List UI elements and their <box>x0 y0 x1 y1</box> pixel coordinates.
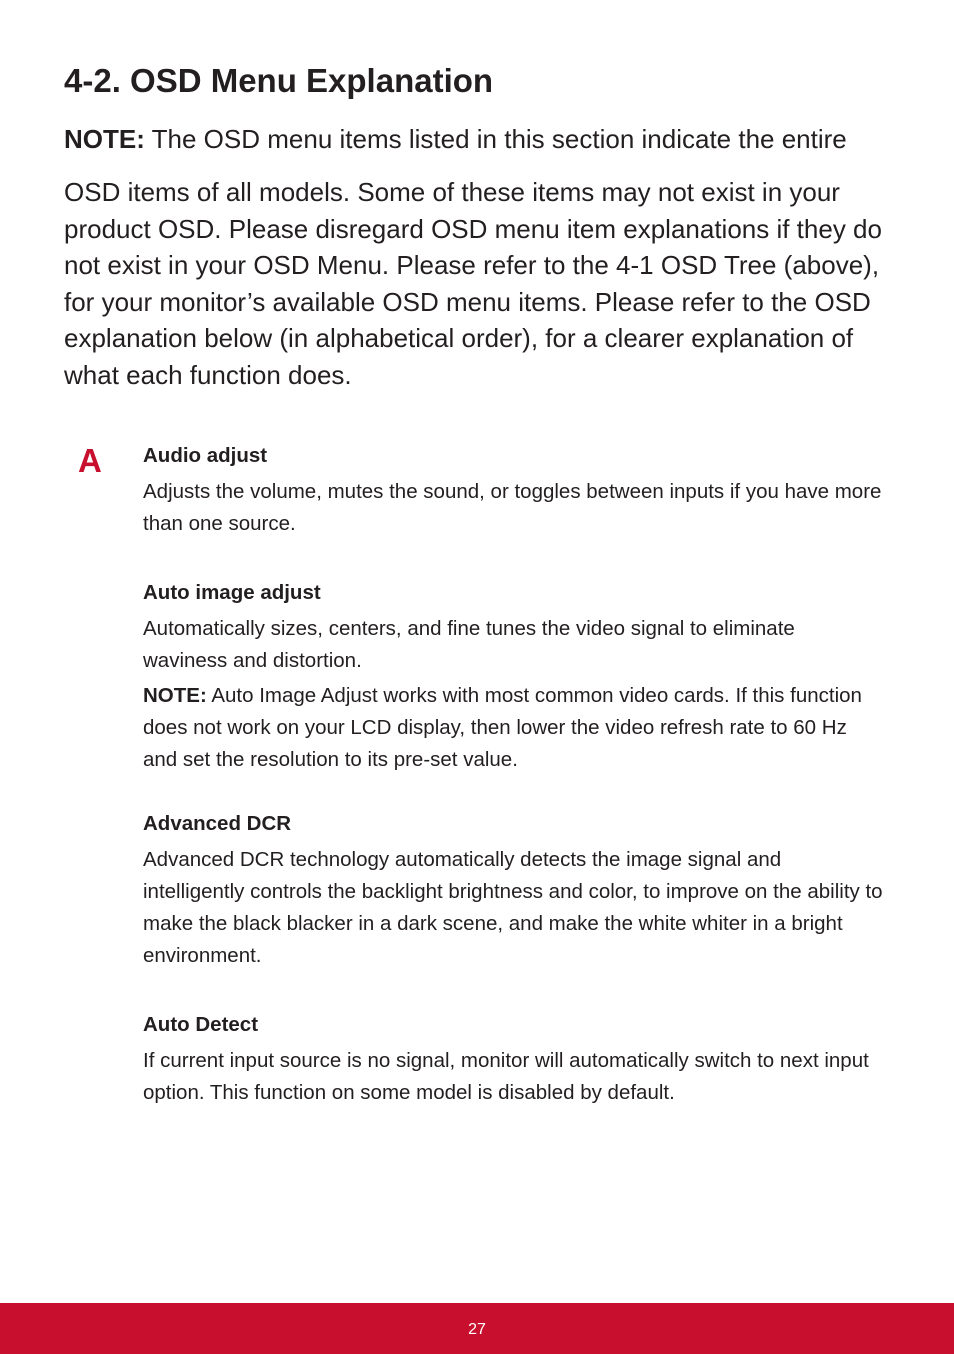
entry-auto-image-adjust <box>143 579 883 776</box>
entry-audio-adjust <box>143 442 883 540</box>
entry-auto-detect <box>143 1011 883 1109</box>
entry-description: Advanced DCR technology automatically detects the image signal and intelligently controls the backlight brightness and color, to improve on the ability to make the black blacker in a dark scene, and make the white whiter in a bright environment. <box>143 848 883 967</box>
intro-paragraph: OSD items of all models. Some of these items may not exist in your product OSD. Please disregard OSD menu item explanations if they do not exist in your OSD Menu. Please refer to the 4-1 OSD Tree (above), for your monitor’s available OSD menu items. Please refer to the OSD explanation below (in alphabetical order), for a clearer explanation of what each function does. <box>64 177 882 390</box>
entry-note-label: NOTE: <box>143 684 207 707</box>
footer-bar <box>0 1303 954 1354</box>
page-number: 27 <box>468 1321 486 1338</box>
entry-advanced-dcr <box>143 810 883 972</box>
entry-description: Automatically sizes, centers, and fine tunes the video signal to eliminate waviness and distortion. <box>143 617 795 672</box>
intro-note <box>64 121 894 157</box>
page-title: 4-2. OSD Menu Explanation <box>64 62 494 99</box>
entry-note <box>143 680 883 776</box>
entry-description: Adjusts the volume, mutes the sound, or toggles between inputs if you have more than one source. <box>143 480 882 535</box>
entry-title: Advanced DCR <box>143 812 292 835</box>
entry-description: If current input source is no signal, monitor will automatically switch to next input option. This function on some model is disabled by default. <box>143 1049 869 1104</box>
intro-note-text: The OSD menu items listed in this section indicate the entire <box>144 124 847 154</box>
entry-title: Auto image adjust <box>143 581 321 604</box>
section-letter: A <box>78 442 102 479</box>
entry-title: Audio adjust <box>143 444 268 467</box>
entry-note-text: Auto Image Adjust works with most common video cards. If this function does not work on your LCD display, then lower the video refresh rate to 60 Hz and set the resolution to its pre-set value. <box>143 684 862 771</box>
entry-title: Auto Detect <box>143 1013 259 1036</box>
intro-note-label: NOTE: <box>64 124 145 154</box>
